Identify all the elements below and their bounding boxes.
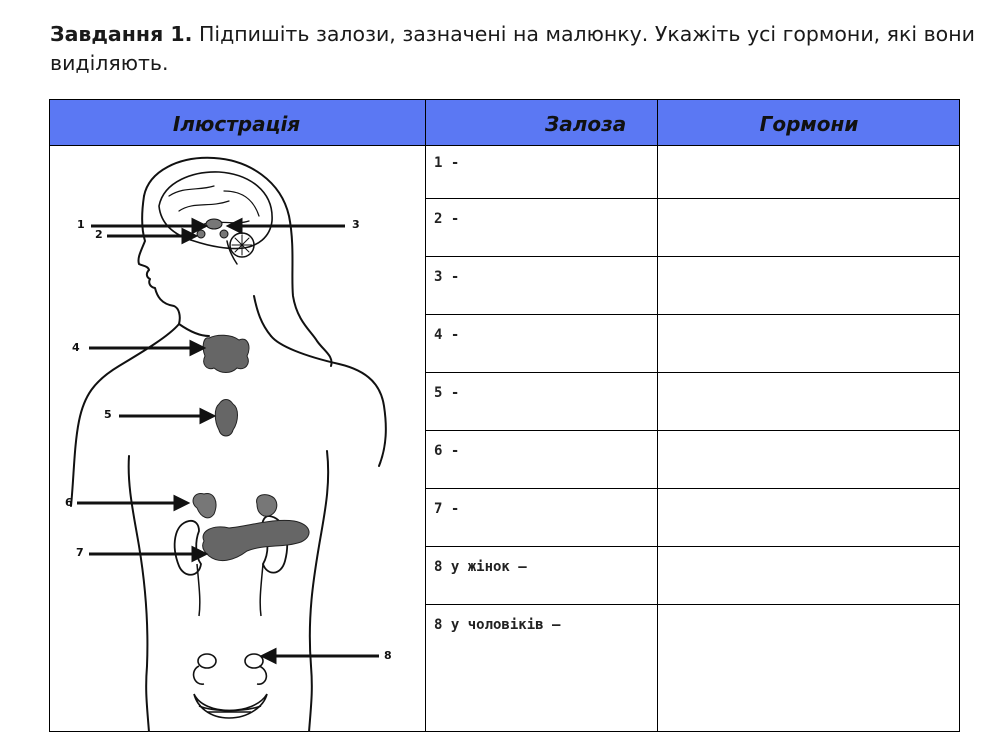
header-illustration: Ілюстрація: [172, 112, 301, 136]
row-label-5: 5 -: [434, 385, 460, 401]
marker-3: 3: [352, 218, 360, 231]
header-gland: [425, 99, 657, 145]
marker-8: 8: [384, 649, 392, 662]
marker-7: 7: [76, 546, 84, 559]
row-line: [425, 372, 960, 373]
table-border-right: [959, 99, 960, 732]
header-hormones: Гормони: [759, 112, 859, 136]
table-border-top: [49, 99, 960, 100]
task-title: Завдання 1.: [50, 22, 193, 46]
header-gland-text: Залоза: [545, 112, 627, 136]
task-statement: [50, 20, 980, 78]
task-text: Підпишіть залози, зазначені на малюнку. Укажіть усі гормони, які вони виділяють.: [50, 22, 975, 75]
marker-4: 4: [72, 341, 80, 354]
row-label-3: 3 -: [434, 269, 460, 285]
table-divider-illustration: [425, 99, 426, 732]
row-label-4: 4 -: [434, 327, 460, 343]
row-line: [425, 488, 960, 489]
row-line: [425, 604, 960, 605]
row-line: [425, 546, 960, 547]
row-label-1: 1 -: [434, 155, 460, 171]
marker-5: 5: [104, 408, 112, 421]
row-label-7: 7 -: [434, 501, 460, 517]
row-label-8-male: 8 у чоловіків –: [434, 617, 561, 633]
row-label-6: 6 -: [434, 443, 460, 459]
row-line: [425, 198, 960, 199]
row-label-8-female: 8 у жінок –: [434, 559, 527, 575]
endocrine-illustration: [49, 146, 425, 732]
marker-1: 1: [77, 218, 85, 231]
row-line: [425, 256, 960, 257]
marker-2: 2: [95, 228, 103, 241]
row-label-2: 2 -: [434, 211, 460, 227]
row-line: [425, 314, 960, 315]
table-header: [49, 99, 960, 145]
row-line: [425, 430, 960, 431]
marker-6: 6: [65, 496, 73, 509]
table-divider-gland: [657, 99, 658, 732]
